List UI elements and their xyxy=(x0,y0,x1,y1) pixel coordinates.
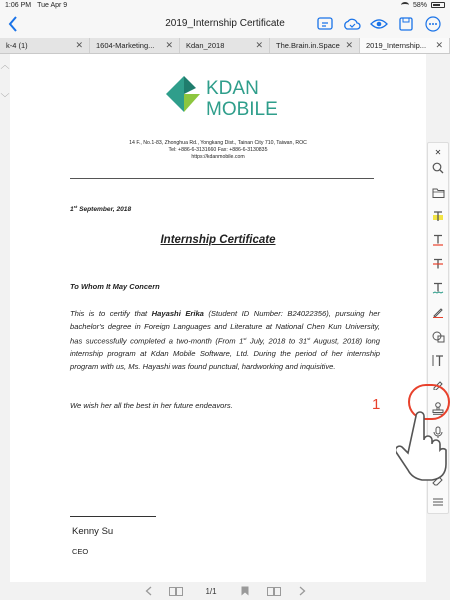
step-number: 1 xyxy=(372,396,381,413)
certificate-body xyxy=(70,308,380,373)
chevron-right-icon xyxy=(299,586,306,596)
certificate-title: Internship Certificate xyxy=(160,234,276,246)
battery-percent: 58% xyxy=(412,1,427,9)
company-website: https://kdanmobile.com xyxy=(191,154,245,160)
previous-page-button[interactable] xyxy=(140,582,156,600)
freehand-tool[interactable] xyxy=(428,303,448,321)
status-time: 1:06 PM xyxy=(5,1,32,9)
underline-tool[interactable] xyxy=(428,231,448,249)
tab-internship-certificate[interactable] xyxy=(360,38,450,53)
ordinal-suffix: st xyxy=(243,336,247,341)
body-text: This is to certify that xyxy=(70,309,152,318)
highlight-tool[interactable] xyxy=(428,207,448,225)
more-button[interactable] xyxy=(424,15,442,33)
chevron-down-icon[interactable]: ﹀ xyxy=(0,93,10,103)
company-logo xyxy=(166,74,290,118)
header-divider xyxy=(70,178,374,179)
pages-grid-icon xyxy=(267,587,281,596)
body-text: July, 2018 to 31 xyxy=(246,336,308,346)
strikethrough-tool[interactable] xyxy=(428,255,448,273)
document-title: 2019_Internship Certificate xyxy=(165,18,285,29)
more-dots-icon xyxy=(425,16,441,32)
bookmark-icon xyxy=(241,586,249,596)
outline-view-button[interactable] xyxy=(264,582,284,600)
body-text: August, 2018) long internship program at Kdan Mobile Software, Ltd. During the period of her internship program with us, Ms. Hayashi was found punctual, hardworking and inquisitive. xyxy=(70,336,380,371)
eye-icon xyxy=(370,18,388,30)
page-indicator: 1/1 xyxy=(205,586,217,596)
ordinal-suffix: st xyxy=(307,336,311,341)
company-address: 14 F., No.1-83, Zhonghua Rd., Yongkang Dist., Tainan City 710, Taiwan, ROC xyxy=(129,140,307,146)
page-navigation-bar xyxy=(0,582,450,600)
highlight-text-icon xyxy=(432,210,444,222)
save-icon xyxy=(399,17,413,31)
tab-label: 1604-Marketing... xyxy=(96,41,155,50)
hamburger-icon xyxy=(432,497,444,507)
close-icon: ✕ xyxy=(434,147,442,157)
chevron-left-icon xyxy=(145,586,152,596)
underline-text-icon xyxy=(432,234,444,246)
squiggly-text-icon xyxy=(432,282,444,294)
cloud-check-icon xyxy=(343,17,361,31)
text-box-tool[interactable] xyxy=(428,351,448,369)
signer-role: CEO xyxy=(72,547,89,556)
tab-label: k-4 (1) xyxy=(6,41,28,50)
logo-line-2: MOBILE xyxy=(206,99,278,118)
shape-tool[interactable] xyxy=(428,327,448,345)
body-text: (Student ID Number: B24022356), pursuing her bachelor's degree in Foreign Languages and Literature at National Chen Kun University, has successfully completed a two-month (From 1 xyxy=(70,309,380,346)
page-scroll-control[interactable] xyxy=(0,58,10,104)
date-suffix: st xyxy=(73,204,78,209)
logo-line-1: KDAN xyxy=(206,78,259,99)
search-icon xyxy=(432,162,444,174)
close-icon[interactable]: ✕ xyxy=(165,40,173,50)
close-icon[interactable]: ✕ xyxy=(75,40,83,50)
pointing-hand-icon xyxy=(396,410,448,482)
tab-label: The.Brain.in.Space xyxy=(276,41,340,50)
close-icon[interactable]: ✕ xyxy=(435,40,443,50)
document-page[interactable] xyxy=(10,54,426,582)
strikethrough-text-icon xyxy=(432,258,444,270)
status-date: Tue Apr 9 xyxy=(37,1,68,9)
cloud-button[interactable] xyxy=(343,15,361,33)
tab-k-4[interactable] xyxy=(0,38,90,53)
two-page-icon xyxy=(169,587,183,596)
save-button[interactable] xyxy=(397,15,415,33)
view-mode-button[interactable] xyxy=(370,15,388,33)
signer-name: Kenny Su xyxy=(72,526,114,537)
chevron-up-icon[interactable]: ︿ xyxy=(0,60,10,70)
tab-brain-in-space[interactable] xyxy=(270,38,360,53)
tab-label: 2019_Internship... xyxy=(366,41,427,50)
battery-icon xyxy=(431,2,445,8)
company-phone: Tel: +886-6-3131660 Fax: +886-6-3130835 xyxy=(168,147,268,153)
tab-label: Kdan_2018 xyxy=(186,41,225,50)
bookmark-button[interactable] xyxy=(236,582,254,600)
closing-wish: We wish her all the best in her future endeavors. xyxy=(70,401,233,410)
salutation: To Whom It May Concern xyxy=(70,282,160,291)
thumbnails-button[interactable] xyxy=(428,183,448,201)
status-bar xyxy=(0,0,450,10)
folder-icon xyxy=(432,187,445,198)
logo-mark xyxy=(166,74,290,118)
wifi-icon xyxy=(401,2,409,8)
signature-line xyxy=(70,516,156,517)
tab-kdan-2018[interactable] xyxy=(180,38,270,53)
close-icon[interactable]: ✕ xyxy=(345,40,353,50)
date-rest: September, 2018 xyxy=(77,206,132,214)
nav-bar xyxy=(0,10,450,38)
date-day: 1 xyxy=(70,206,74,214)
sync-button[interactable] xyxy=(316,15,334,33)
shapes-icon xyxy=(432,330,445,343)
pen-icon xyxy=(432,306,444,318)
next-page-button[interactable] xyxy=(294,582,310,600)
back-button[interactable] xyxy=(0,10,26,38)
tab-strip xyxy=(0,38,450,54)
search-button[interactable] xyxy=(428,159,448,177)
document-sync-icon xyxy=(316,16,334,32)
intern-name: Hayashi Erika xyxy=(151,309,204,318)
letter-date xyxy=(70,204,131,213)
squiggly-tool[interactable] xyxy=(428,279,448,297)
chevron-left-icon xyxy=(8,16,18,32)
toolbar-menu-button[interactable] xyxy=(428,493,448,511)
close-icon[interactable]: ✕ xyxy=(255,40,263,50)
text-box-icon xyxy=(432,354,445,367)
two-page-view-button[interactable] xyxy=(166,582,186,600)
tab-1604-marketing[interactable] xyxy=(90,38,180,53)
